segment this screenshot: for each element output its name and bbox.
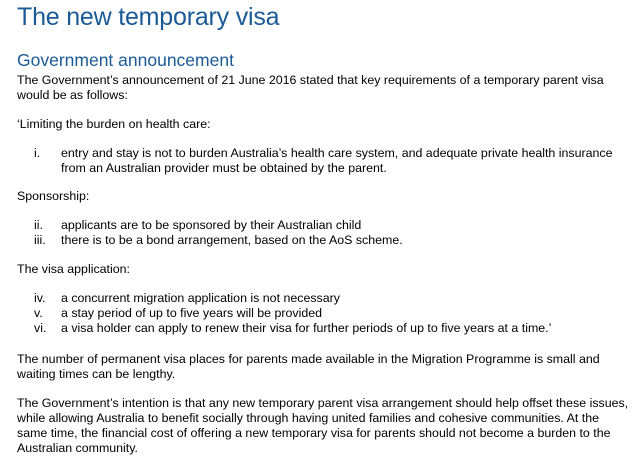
intro-paragraph: The Government’s announcement of 21 June 2016 stated that key requirements of a temporary parent visa would be as follows: xyxy=(17,73,604,102)
sponsorship-heading: Sponsorship: xyxy=(17,189,90,203)
intention-paragraph: The Government’s intention is that any new temporary parent visa arrangement should help offset these issues, while allowing Australia to benefit socially through having united families and cohesive communities. At the same time, the financial cost of offering a new temporary visa for parents should not become a burden to the Australian community. xyxy=(17,396,629,455)
list-number: ii. xyxy=(34,218,43,232)
list-text: entry and stay is not to burden Australia’s health care system, and adequate private health insurance from an Australian provider must be obtained by the parent. xyxy=(61,146,613,175)
list-text: a visa holder can apply to renew their visa for further periods of up to five years at a time.’ xyxy=(61,321,552,335)
list-number: iii. xyxy=(34,233,46,247)
application-heading: The visa application: xyxy=(17,262,130,276)
section-heading: Government announcement xyxy=(17,50,234,70)
list-number: vi. xyxy=(34,321,47,335)
list-number: v. xyxy=(34,306,43,320)
places-paragraph: The number of permanent visa places for parents made available in the Migration Programme is small and waiting times can be lengthy. xyxy=(17,352,600,381)
page-title: The new temporary visa xyxy=(17,3,280,31)
list-number: i. xyxy=(34,146,41,160)
list-text: applicants are to be sponsored by their Australian child xyxy=(61,218,362,232)
list-number: iv. xyxy=(34,291,46,305)
list-text: a stay period of up to five years will be provided xyxy=(61,306,323,320)
list-text: there is to be a bond arrangement, based on the AoS scheme. xyxy=(61,233,403,247)
list-text: a concurrent migration application is not necessary xyxy=(61,291,340,305)
health-heading: ‘Limiting the burden on health care: xyxy=(17,117,211,131)
